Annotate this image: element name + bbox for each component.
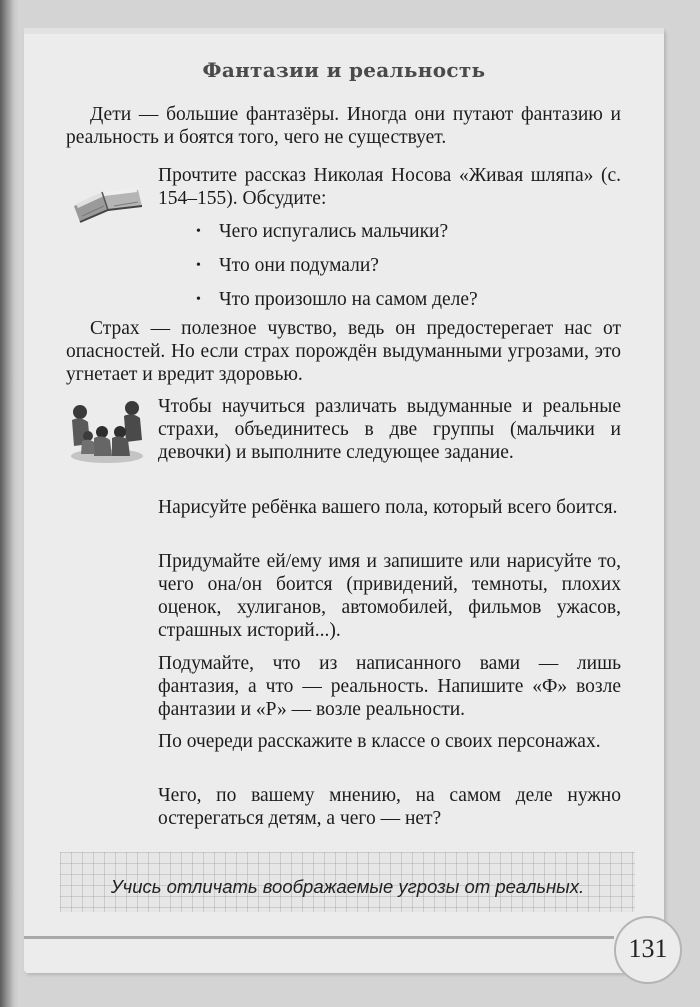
tell-task-paragraph: По очереди расскажите в классе о своих персонажах. [158,731,601,752]
question-paragraph: Чего, по вашему мнению, на самом деле нужно остерегаться детям, а чего — нет? [158,785,621,829]
page-number: 131 [614,916,682,984]
discussion-questions [189,220,478,322]
fear-paragraph: Страх — полезное чувство, ведь он предостерегает нас от опасностей. Но если страх порождён выдуманными угрозами, это угнетает и вредит здоровью. [66,318,621,385]
book-spine-shadow [0,0,20,1007]
children-group-icon [64,394,150,466]
motto-text: Учись отличать воображаемые угрозы от реальных. [110,876,585,897]
open-book-icon [68,166,146,226]
draw-task-paragraph: Нарисуйте ребёнка вашего пола, который всего боится. [158,497,618,518]
group-task-paragraph: Чтобы научиться различать выдуманные и реальные страхи, объединитесь в две группы (мальчики и девочки) и выполните следующее задание. [158,396,621,463]
reading-task: Прочтите рассказ Николая Носова «Живая шляпа» (с. 154–155). Обсудите: [158,165,621,209]
intro-paragraph: Дети — большие фантазёры. Иногда они путают фантазию и реальность и боятся того, чего не существует. [66,104,621,148]
think-task-paragraph: Подумайте, что из написанного вами — лишь фантазия, а что — реальность. Напишите «Ф» возле фантазии и «Р» — возле реальности. [158,653,621,720]
name-task-paragraph: Придумайте ей/ему имя и запишите или нарисуйте то, чего она/он боится (привидений, темноты, плохих оценок, хулиганов, автомобилей, фильмов ужасов, страшных историй...). [158,551,621,641]
list-item: • Что они подумали? [189,254,478,288]
list-item: • Чего испугались мальчики? [189,220,478,254]
page-top-band [24,28,664,34]
list-item: • Что произошло на самом деле? [189,288,478,322]
footer-rule [24,936,614,939]
page-title: Фантазии и реальность [202,58,486,82]
textbook-page [24,28,668,973]
